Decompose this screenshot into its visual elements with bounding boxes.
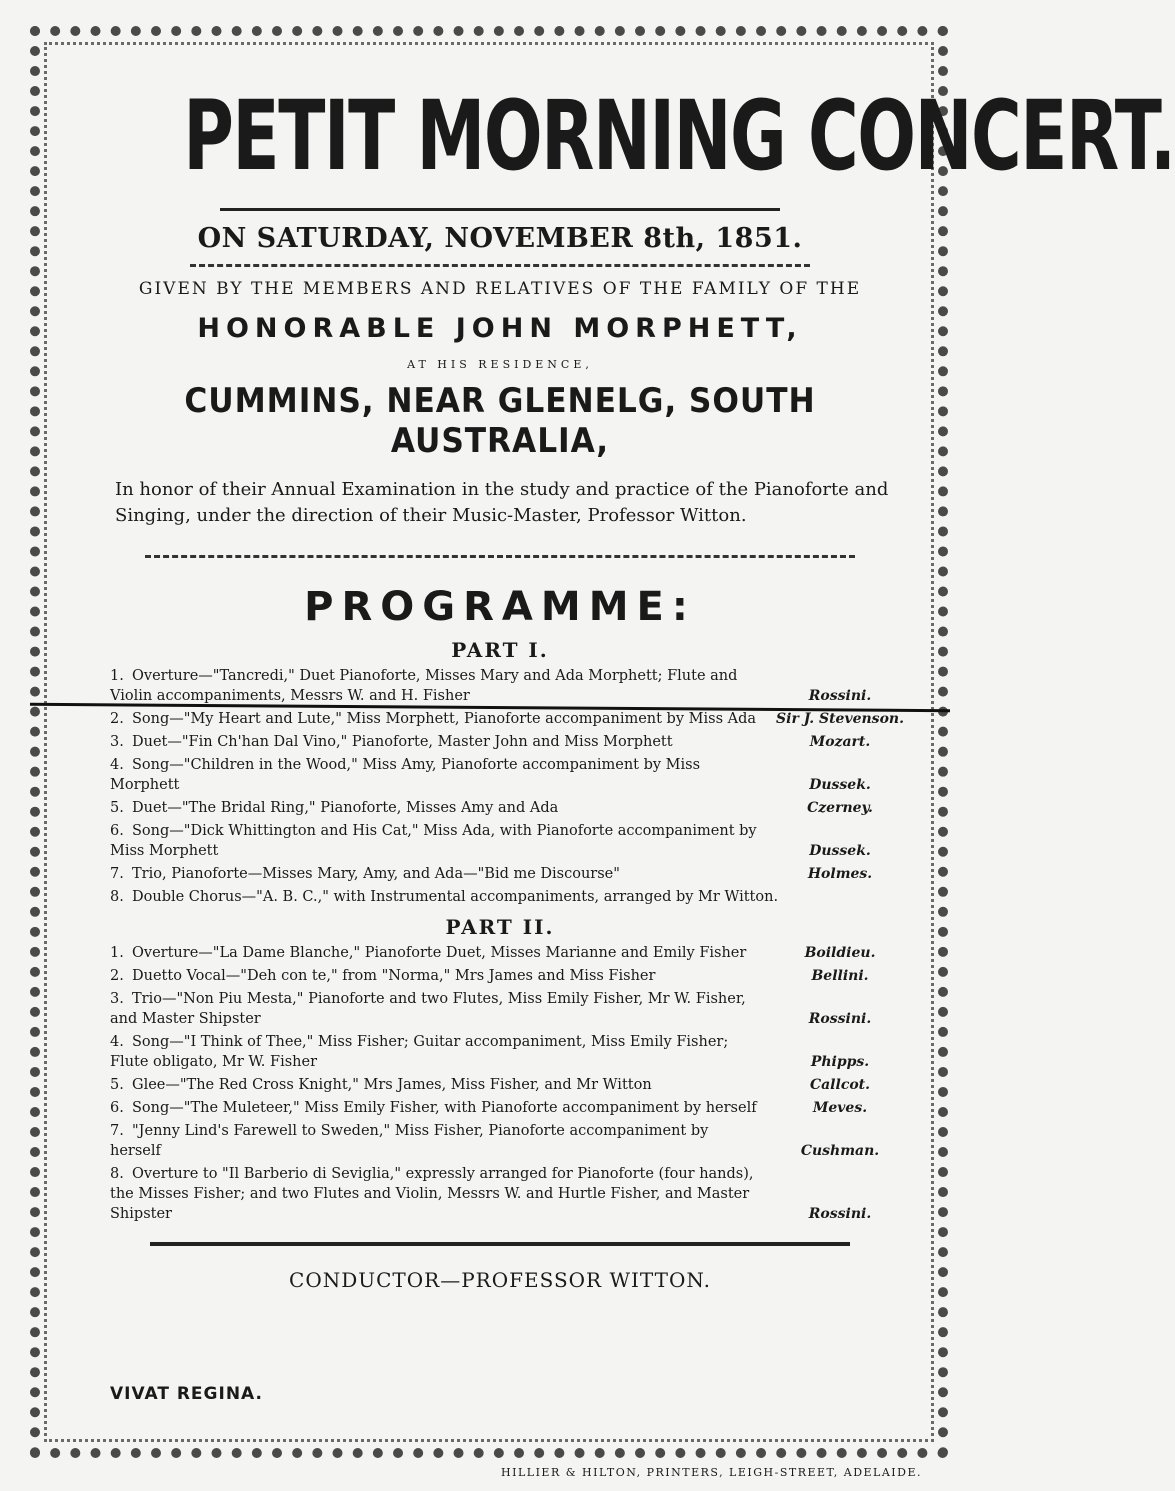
composer: Meves. [812, 1100, 868, 1116]
part-two-title: PART II. [445, 915, 555, 939]
residence-line: AT HIS RESIDENCE, [407, 358, 593, 371]
programme-heading: PROGRAMME: [304, 584, 696, 630]
programme-item: 1. Overture—"La Dame Blanche," Pianoforte Duet, Misses Marianne and Emily Fisher Boildieu. [110, 943, 910, 963]
programme-item: 4. Song—"Children in the Wood," Miss Amy, Pianoforte accompaniment by Miss Morphett Dussek. [110, 755, 910, 795]
composer: Phipps. [810, 1054, 870, 1070]
programme-item: 3. Duet—"Fin Ch'han Dal Vino," Pianoforte, Master John and Miss Morphett Mozart. [110, 732, 910, 752]
composer: Bellini. [811, 968, 869, 984]
composer: Sir J. Stevenson. [776, 711, 904, 727]
programme-item: 2. Song—"My Heart and Lute," Miss Morphett, Pianoforte accompaniment by Miss Ada Sir J. Stevenson. [110, 709, 910, 729]
programme-item: 7. "Jenny Lind's Farewell to Sweden," Miss Fisher, Pianoforte accompaniment by herself Cushman. [110, 1121, 910, 1161]
printer-credit: HILLIER & HILTON, PRINTERS, LEIGH-STREET, ADELAIDE. [501, 1466, 922, 1479]
composer: Callcot. [809, 1077, 871, 1093]
programme-item: 3. Trio—"Non Piu Mesta," Pianoforte and two Flutes, Miss Emily Fisher, Mr W. Fisher, and Master Shipster Rossini. [110, 989, 910, 1029]
programme-item: 5. Glee—"The Red Cross Knight," Mrs James, Miss Fisher, and Mr Witton Callcot. [110, 1075, 910, 1095]
part-two-list [110, 943, 910, 1224]
composer: Boildieu. [804, 945, 876, 961]
host-name: HONORABLE JOHN MORPHETT, [197, 313, 803, 344]
concert-date: ON SATURDAY, NOVEMBER 8th, 1851. [197, 223, 803, 254]
programme-item: 5. Duet—"The Bridal Ring," Pianoforte, Misses Amy and Ada Czerney. [110, 798, 910, 818]
composer: Rossini. [808, 1011, 872, 1027]
divider [145, 555, 855, 558]
composer: Rossini. [808, 688, 872, 704]
page-title: PETIT MORNING CONCERT. [183, 80, 1175, 192]
programme-item: 8. Double Chorus—"A. B. C.," with Instrumental accompaniments, arranged by Mr Witton. [110, 889, 779, 905]
programme-item: 8. Overture to "Il Barberio di Seviglia," expressly arranged for Pianoforte (four hands), the Misses Fisher; and two Flutes and Violin, Messrs W. and Hurtle Fisher, and Master Shipster Rossini. [110, 1164, 910, 1224]
programme-item: 7. Trio, Pianoforte—Misses Mary, Amy, and Ada—"Bid me Discourse" Holmes. [110, 864, 910, 884]
composer: Holmes. [807, 866, 873, 882]
conductor-line: CONDUCTOR—PROFESSOR WITTON. [289, 1268, 711, 1292]
composer: Dussek. [809, 843, 871, 859]
given-by-line: GIVEN BY THE MEMBERS AND RELATIVES OF THE FAMILY OF THE [138, 279, 862, 299]
programme-item: 1. Overture—"Tancredi," Duet Pianoforte, Misses Mary and Ada Morphett; Flute and Violin accompaniments, Messrs W. and H. Fisher Rossini. [110, 666, 910, 706]
divider [190, 264, 810, 267]
part-one-list [110, 666, 910, 907]
programme-item: 2. Duetto Vocal—"Deh con te," from "Norma," Mrs James and Miss Fisher Bellini. [110, 966, 910, 986]
divider [150, 1242, 850, 1246]
venue: CUMMINS, NEAR GLENELG, SOUTH AUSTRALIA, [184, 381, 816, 461]
occasion-text: In honor of their Annual Examination in the study and practice of the Pianoforte and Singing, under the direction of their Music-Master, Professor Witton. [115, 479, 889, 526]
programme-item: 6. Song—"The Muleteer," Miss Emily Fisher, with Pianoforte accompaniment by herself Meves. [110, 1098, 910, 1118]
composer: Rossini. [808, 1206, 872, 1222]
divider [220, 208, 780, 211]
programme-item: 4. Song—"I Think of Thee," Miss Fisher; Guitar accompaniment, Miss Emily Fisher; Flute obligato, Mr W. Fisher Phipps. [110, 1032, 910, 1072]
composer: Czerney. [807, 800, 873, 816]
part-one-title: PART I. [451, 638, 549, 662]
programme-item: 6. Song—"Dick Whittington and His Cat," Miss Ada, with Pianoforte accompaniment by Miss Morphett Dussek. [110, 821, 910, 861]
composer: Mozart. [809, 734, 871, 750]
programme-content [60, 60, 1175, 1292]
composer: Cushman. [800, 1143, 880, 1159]
composer: Dussek. [809, 777, 871, 793]
vivat-regina: VIVAT REGINA. [110, 1384, 263, 1404]
